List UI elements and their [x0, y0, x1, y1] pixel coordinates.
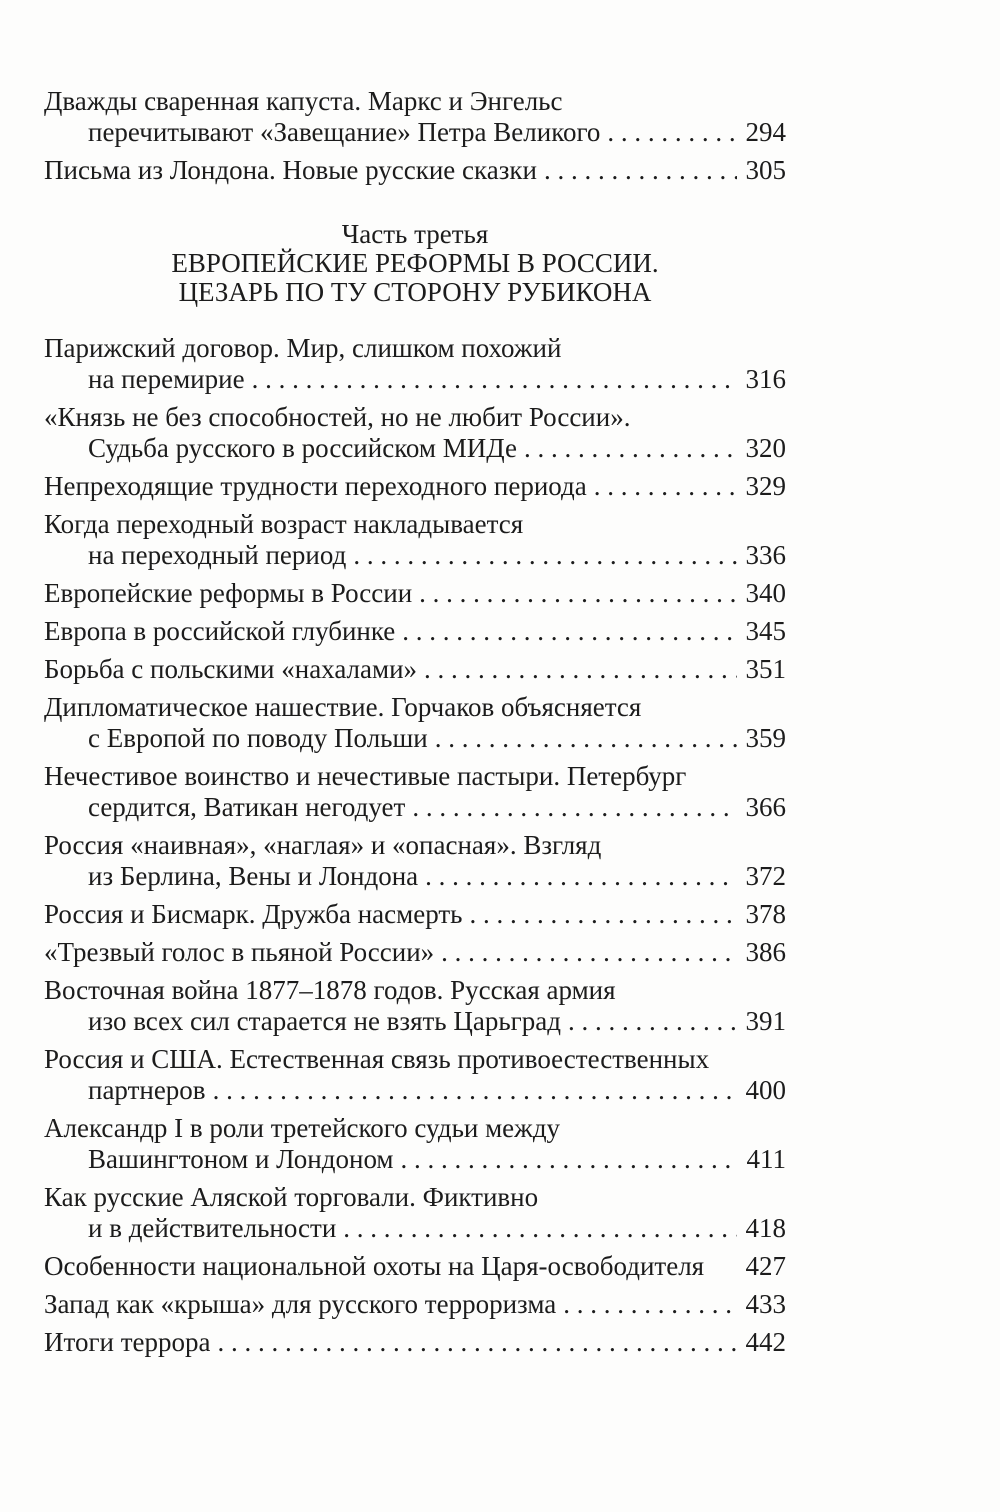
page-number: 386: [745, 937, 786, 967]
toc-entry-title: Европейские реформы в России: [44, 578, 413, 608]
dot-leader: [435, 723, 737, 754]
dot-leader: [607, 117, 736, 148]
dot-leader: [469, 899, 736, 930]
page-number: 294: [745, 117, 786, 147]
toc-line: [44, 1289, 786, 1320]
toc-line: [44, 616, 786, 647]
toc-entry: [44, 471, 786, 502]
toc-entry-title: и в действительности: [88, 1213, 337, 1243]
toc-line: [44, 117, 786, 148]
dot-leader: [425, 861, 736, 892]
page-number: 427: [745, 1251, 786, 1281]
toc-entry: [44, 578, 786, 609]
toc-entry: [44, 1182, 786, 1244]
toc-entry-title: на перемирие: [88, 364, 245, 394]
toc-entry: [44, 1327, 786, 1358]
toc-line: [44, 1213, 786, 1244]
toc-entry-title: Россия «наивная», «наглая» и «опасная». Взгляд: [44, 830, 602, 860]
toc-entry: [44, 86, 786, 148]
toc-entry: [44, 654, 786, 685]
toc-line: [44, 861, 786, 892]
toc-entry-title: «Князь не без способностей, но не любит России».: [44, 402, 631, 432]
toc-line: [44, 830, 786, 861]
page-number: 372: [745, 861, 786, 891]
toc-entry: [44, 830, 786, 892]
toc-line: [44, 1006, 786, 1037]
toc-entries: [44, 333, 786, 1358]
toc-line: [44, 1182, 786, 1213]
dot-leader: [343, 1213, 736, 1244]
dot-leader: [402, 616, 736, 647]
toc-entry: [44, 761, 786, 823]
toc-entry-title: изо всех сил старается не взять Царьград: [88, 1006, 561, 1036]
toc-entry: [44, 937, 786, 968]
toc-entry-title: сердится, Ватикан негодует: [88, 792, 406, 822]
page-number: 320: [745, 433, 786, 463]
dot-leader: [424, 654, 736, 685]
dot-leader: [252, 364, 737, 395]
toc-entry-title: Судьба русского в российском МИДе: [88, 433, 517, 463]
section-title-line1: ЕВРОПЕЙСКИЕ РЕФОРМЫ В РОССИИ.: [171, 248, 659, 278]
toc-line: [44, 937, 786, 968]
toc-entry-title: перечитывают «Завещание» Петра Великого: [88, 117, 601, 147]
toc-line: [44, 364, 786, 395]
toc-entry-title: Восточная война 1877–1878 годов. Русская армия: [44, 975, 616, 1005]
section-heading: [44, 220, 786, 307]
toc-entry: [44, 1289, 786, 1320]
toc-line: [44, 578, 786, 609]
toc-entry-title: Особенности национальной охоты на Царя-освободителя: [44, 1251, 705, 1281]
toc-entry-title: партнеров: [88, 1075, 206, 1105]
toc-entry: [44, 509, 786, 571]
page-number: 316: [745, 364, 786, 394]
toc-entry: [44, 402, 786, 464]
toc-entry-title: Нечестивое воинство и нечестивые пастыри. Петербург: [44, 761, 687, 791]
toc-entry-title: Дважды сваренная капуста. Маркс и Энгельс: [44, 86, 563, 116]
toc-entry-title: на переходный период: [88, 540, 347, 570]
toc-entry-title: Когда переходный возраст накладывается: [44, 509, 524, 539]
toc-line: [44, 333, 786, 364]
dot-leader: [412, 792, 736, 823]
dot-leader: [419, 578, 736, 609]
toc-content: [44, 86, 786, 1365]
toc-line: [44, 86, 786, 117]
toc-entry-title: Александр I в роли третейского судьи между: [44, 1113, 561, 1143]
toc-line: [44, 1113, 786, 1144]
dot-leader: [524, 433, 737, 464]
page-number: 340: [745, 578, 786, 608]
toc-line: [44, 155, 786, 186]
toc-line: [44, 540, 786, 571]
toc-line: [44, 1144, 786, 1175]
toc-entry: [44, 899, 786, 930]
toc-entry-title: Россия и США. Естественная связь противоестественных: [44, 1044, 710, 1074]
toc-entry-title: Россия и Бисмарк. Дружба насмерть: [44, 899, 463, 929]
toc-entry-title: Непреходящие трудности переходного периода: [44, 471, 587, 501]
toc-line: [44, 402, 786, 433]
toc-line: [44, 975, 786, 1006]
dot-leader: [568, 1006, 737, 1037]
toc-entry-title: «Трезвый голос в пьяной России»: [44, 937, 435, 967]
toc-entry-title: Запад как «крыша» для русского терроризма: [44, 1289, 557, 1319]
page-number: 378: [745, 899, 786, 929]
toc-entry: [44, 975, 786, 1037]
page-number: 329: [745, 471, 786, 501]
toc-line: [44, 761, 786, 792]
page-number: 391: [745, 1006, 786, 1036]
page-number: 400: [745, 1075, 786, 1105]
toc-entry: [44, 692, 786, 754]
toc-entry: [44, 1251, 786, 1282]
section-part-label: Часть третья: [341, 219, 489, 249]
toc-entry: [44, 1113, 786, 1175]
toc-line: [44, 1075, 786, 1106]
toc-entry-title: Как русские Аляской торговали. Фиктивно: [44, 1182, 539, 1212]
toc-line: [44, 792, 786, 823]
toc-line: [44, 1044, 786, 1075]
toc-entry: [44, 616, 786, 647]
toc-line: [44, 899, 786, 930]
page-number: 442: [745, 1327, 786, 1357]
toc-line: [44, 723, 786, 754]
toc-entry-title: Европа в российской глубинке: [44, 616, 396, 646]
toc-line: [44, 471, 786, 502]
dot-leader: [563, 1289, 736, 1320]
dot-leader: [441, 937, 736, 968]
section-title-line2: ЦЕЗАРЬ ПО ТУ СТОРОНУ РУБИКОНА: [178, 277, 652, 307]
toc-top-entries: [44, 86, 786, 186]
toc-entry-title: Борьба с польскими «нахалами»: [44, 654, 418, 684]
dot-leader: [213, 1075, 737, 1106]
toc-line: [44, 1327, 786, 1358]
toc-entry-title: Итоги террора: [44, 1327, 211, 1357]
page-number: 351: [745, 654, 786, 684]
dot-leader: [353, 540, 736, 571]
page-number: 336: [745, 540, 786, 570]
toc-entry-title: Письма из Лондона. Новые русские сказки: [44, 155, 537, 185]
toc-line: [44, 692, 786, 723]
toc-entry: [44, 1044, 786, 1106]
page-number: 366: [745, 792, 786, 822]
page-number: 411: [746, 1144, 786, 1174]
toc-line: [44, 654, 786, 685]
toc-entry-title: из Берлина, Вены и Лондона: [88, 861, 419, 891]
toc-line: [44, 509, 786, 540]
page-number: 433: [745, 1289, 786, 1319]
toc-line: [44, 433, 786, 464]
page-number: 345: [745, 616, 786, 646]
page-number: 359: [745, 723, 786, 753]
toc-entry: [44, 155, 786, 186]
toc-entry: [44, 333, 786, 395]
dot-leader: [594, 471, 737, 502]
dot-leader: [401, 1144, 738, 1175]
page-number: 418: [745, 1213, 786, 1243]
toc-entry-title: Вашингтоном и Лондоном: [88, 1144, 394, 1174]
toc-entry-title: Дипломатическое нашествие. Горчаков объясняется: [44, 692, 642, 722]
toc-entry-title: с Европой по поводу Польши: [88, 723, 428, 753]
toc-entry-title: Парижский договор. Мир, слишком похожий: [44, 333, 562, 363]
page-number: 305: [745, 155, 786, 185]
dot-leader: [217, 1327, 736, 1358]
toc-line: [44, 1251, 786, 1282]
dot-leader: [544, 155, 737, 186]
